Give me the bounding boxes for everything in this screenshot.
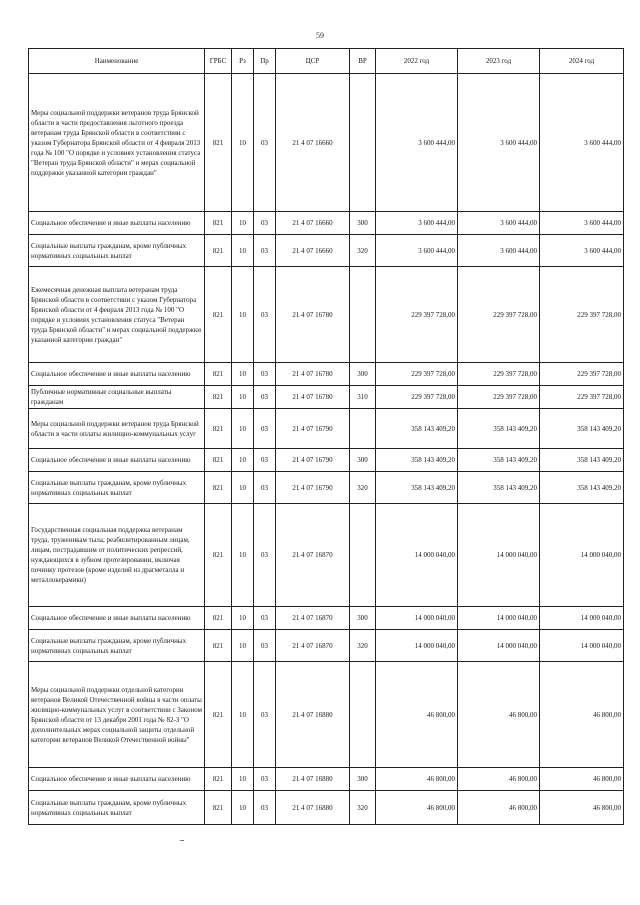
cell-name: Ежемесячная денежная выплата ветеранам труда Брянской области в соответствии с указом Губернатора Брянской области от 4 февраля 2013 года № 100 "О порядке и условиях установления статуса "Ветеран труда Брянской области" и мерах социальной поддержки указанной категории граждан" [29,267,205,363]
cell-y2024: 358 143 409,20 [540,449,624,472]
cell-name: Социальное обеспечение и иные выплаты населению [29,768,205,791]
cell-pr: 03 [254,630,276,662]
budget-table [28,48,624,825]
cell-y2023: 46 800,00 [458,662,540,768]
cell-vr: 320 [350,235,376,267]
cell-y2023: 3 600 444,00 [458,212,540,235]
cell-name: Меры социальной поддержки ветеранов труда Брянской области в части оплаты жилищно-коммунальных услуг [29,409,205,449]
cell-y2024: 3 600 444,00 [540,74,624,212]
cell-name: Социальное обеспечение и иные выплаты населению [29,363,205,386]
cell-rz: 10 [232,363,254,386]
cell-y2022: 14 000 040,00 [376,607,458,630]
header-vr: ВР [350,49,376,74]
cell-grbs: 821 [205,768,232,791]
cell-grbs: 821 [205,386,232,409]
cell-vr [350,74,376,212]
cell-vr [350,504,376,607]
cell-name: Меры социальной поддержки отдельной категории ветеранов Великой Отечественной войны в части оплаты жилищно-коммунальных услуг в соответствии с Законом Брянской области от 13 декабря 2001 года № 82-З "О дополнительных мерах социальной защиты отдельной категории ветеранов Великой Отечественной войны" [29,662,205,768]
cell-y2022: 358 143 409,20 [376,449,458,472]
cell-grbs: 821 [205,449,232,472]
table-row [29,630,624,662]
cell-csr: 21 4 07 16660 [276,212,350,235]
cell-y2024: 46 800,00 [540,791,624,825]
cell-rz: 10 [232,630,254,662]
cell-csr: 21 4 07 16870 [276,607,350,630]
cell-y2023: 358 143 409,20 [458,472,540,504]
cell-y2022: 14 000 040,00 [376,630,458,662]
header-pr: Пр [254,49,276,74]
cell-grbs: 821 [205,363,232,386]
cell-y2023: 358 143 409,20 [458,449,540,472]
cell-y2023: 229 397 728,00 [458,363,540,386]
cell-y2022: 229 397 728,00 [376,363,458,386]
cell-y2022: 14 000 040,00 [376,504,458,607]
cell-csr: 21 4 07 16780 [276,386,350,409]
cell-vr: 310 [350,386,376,409]
cell-rz: 10 [232,662,254,768]
header-2023: 2023 год [458,49,540,74]
cell-y2023: 229 397 728,00 [458,267,540,363]
cell-y2024: 3 600 444,00 [540,212,624,235]
table-row [29,363,624,386]
cell-rz: 10 [232,386,254,409]
cell-pr: 03 [254,768,276,791]
cell-csr: 21 4 07 16790 [276,449,350,472]
cell-grbs: 821 [205,472,232,504]
cell-pr: 03 [254,662,276,768]
cell-pr: 03 [254,607,276,630]
cell-y2022: 3 600 444,00 [376,212,458,235]
cell-csr: 21 4 07 16790 [276,472,350,504]
cell-rz: 10 [232,235,254,267]
cell-y2022: 358 143 409,20 [376,409,458,449]
cell-name: Социальное обеспечение и иные выплаты населению [29,212,205,235]
cell-grbs: 821 [205,791,232,825]
cell-y2022: 46 800,00 [376,768,458,791]
header-name: Наименование [29,49,205,74]
cell-pr: 03 [254,74,276,212]
cell-y2022: 46 800,00 [376,662,458,768]
cell-vr: 300 [350,607,376,630]
header-grbs: ГРБС [205,49,232,74]
cell-vr: 320 [350,630,376,662]
cell-vr [350,409,376,449]
cell-vr: 300 [350,449,376,472]
cell-rz: 10 [232,504,254,607]
cell-y2022: 46 800,00 [376,791,458,825]
table-body [29,74,624,825]
page-number: 59 [316,31,324,40]
cell-y2022: 229 397 728,00 [376,386,458,409]
header-2022: 2022 год [376,49,458,74]
cell-y2024: 14 000 040,00 [540,630,624,662]
cell-grbs: 821 [205,409,232,449]
header-csr: ЦСР [276,49,350,74]
table-row [29,607,624,630]
cell-vr [350,267,376,363]
cell-y2024: 229 397 728,00 [540,386,624,409]
table-row [29,768,624,791]
cell-csr: 21 4 07 16880 [276,791,350,825]
cell-grbs: 821 [205,607,232,630]
cell-y2022: 3 600 444,00 [376,235,458,267]
cell-name: Публичные нормативные социальные выплаты гражданам [29,386,205,409]
table-row [29,74,624,212]
cell-pr: 03 [254,409,276,449]
table-row [29,791,624,825]
cell-csr: 21 4 07 16880 [276,662,350,768]
cell-y2024: 14 000 040,00 [540,504,624,607]
cell-name: Социальное обеспечение и иные выплаты населению [29,449,205,472]
cell-vr: 320 [350,791,376,825]
cell-y2023: 14 000 040,00 [458,630,540,662]
table-row [29,504,624,607]
table-row [29,472,624,504]
cell-rz: 10 [232,212,254,235]
table-row [29,386,624,409]
cell-pr: 03 [254,472,276,504]
cell-grbs: 821 [205,74,232,212]
cell-y2023: 14 000 040,00 [458,607,540,630]
table-row [29,409,624,449]
cell-y2023: 46 800,00 [458,768,540,791]
cell-vr: 300 [350,212,376,235]
cell-grbs: 821 [205,662,232,768]
cell-csr: 21 4 07 16870 [276,630,350,662]
cell-y2023: 229 397 728,00 [458,386,540,409]
cell-y2022: 229 397 728,00 [376,267,458,363]
cell-rz: 10 [232,74,254,212]
cell-rz: 10 [232,607,254,630]
cell-y2024: 3 600 444,00 [540,235,624,267]
cell-rz: 10 [232,768,254,791]
cell-grbs: 821 [205,235,232,267]
cell-name: Социальное обеспечение и иные выплаты населению [29,607,205,630]
table-row [29,267,624,363]
cell-pr: 03 [254,504,276,607]
cell-rz: 10 [232,267,254,363]
cell-y2023: 358 143 409,20 [458,409,540,449]
cell-csr: 21 4 07 16880 [276,768,350,791]
cell-name: Социальные выплаты гражданам, кроме публичных нормативных социальных выплат [29,630,205,662]
header-2024: 2024 год [540,49,624,74]
cell-grbs: 821 [205,267,232,363]
cell-name: Социальные выплаты гражданам, кроме публичных нормативных социальных выплат [29,791,205,825]
cell-name: Государственная социальная поддержка ветеранам труда, труженикам тыла, реабилитированным лицам, лицам, пострадавшим от политических репрессий, нуждающихся в зубном протезировании, включая починку протезов (кроме изделий из драгметалла и металлокерамики) [29,504,205,607]
cell-y2024: 358 143 409,20 [540,409,624,449]
cell-pr: 03 [254,363,276,386]
cell-pr: 03 [254,212,276,235]
cell-csr: 21 4 07 16660 [276,74,350,212]
cell-grbs: 821 [205,504,232,607]
cell-grbs: 821 [205,630,232,662]
cell-rz: 10 [232,409,254,449]
scan-mark [180,840,184,841]
cell-csr: 21 4 07 16660 [276,235,350,267]
table-row [29,449,624,472]
cell-vr [350,662,376,768]
table-header-row [29,49,624,74]
cell-rz: 10 [232,791,254,825]
cell-pr: 03 [254,449,276,472]
cell-csr: 21 4 07 16870 [276,504,350,607]
cell-rz: 10 [232,449,254,472]
cell-y2023: 14 000 040,00 [458,504,540,607]
cell-csr: 21 4 07 16790 [276,409,350,449]
cell-name: Меры социальной поддержки ветеранов труда Брянской области в части предоставления льготного проезда ветеранам труда Брянской области в соответствии с указом Губернатора Брянской области от 4 февраля 2013 года № 100 "О порядке и условиях установления статуса "Ветеран труда Брянской области" и мерах социальной поддержки указанной категории граждан" [29,74,205,212]
cell-y2022: 358 143 409,20 [376,472,458,504]
cell-y2023: 46 800,00 [458,791,540,825]
table-row [29,662,624,768]
cell-vr: 300 [350,363,376,386]
cell-y2022: 3 600 444,00 [376,74,458,212]
cell-y2024: 229 397 728,00 [540,363,624,386]
cell-y2024: 229 397 728,00 [540,267,624,363]
cell-pr: 03 [254,267,276,363]
cell-csr: 21 4 07 16780 [276,267,350,363]
table-row [29,235,624,267]
cell-csr: 21 4 07 16780 [276,363,350,386]
cell-y2024: 46 800,00 [540,768,624,791]
cell-name: Социальные выплаты гражданам, кроме публичных нормативных социальных выплат [29,472,205,504]
cell-y2023: 3 600 444,00 [458,235,540,267]
cell-grbs: 821 [205,212,232,235]
cell-y2024: 46 800,00 [540,662,624,768]
cell-name: Социальные выплаты гражданам, кроме публичных нормативных социальных выплат [29,235,205,267]
cell-pr: 03 [254,235,276,267]
cell-rz: 10 [232,472,254,504]
table-row [29,212,624,235]
cell-vr: 300 [350,768,376,791]
cell-y2024: 358 143 409,20 [540,472,624,504]
cell-y2024: 14 000 040,00 [540,607,624,630]
header-rz: Рз [232,49,254,74]
cell-y2023: 3 600 444,00 [458,74,540,212]
cell-vr: 320 [350,472,376,504]
cell-pr: 03 [254,386,276,409]
cell-pr: 03 [254,791,276,825]
